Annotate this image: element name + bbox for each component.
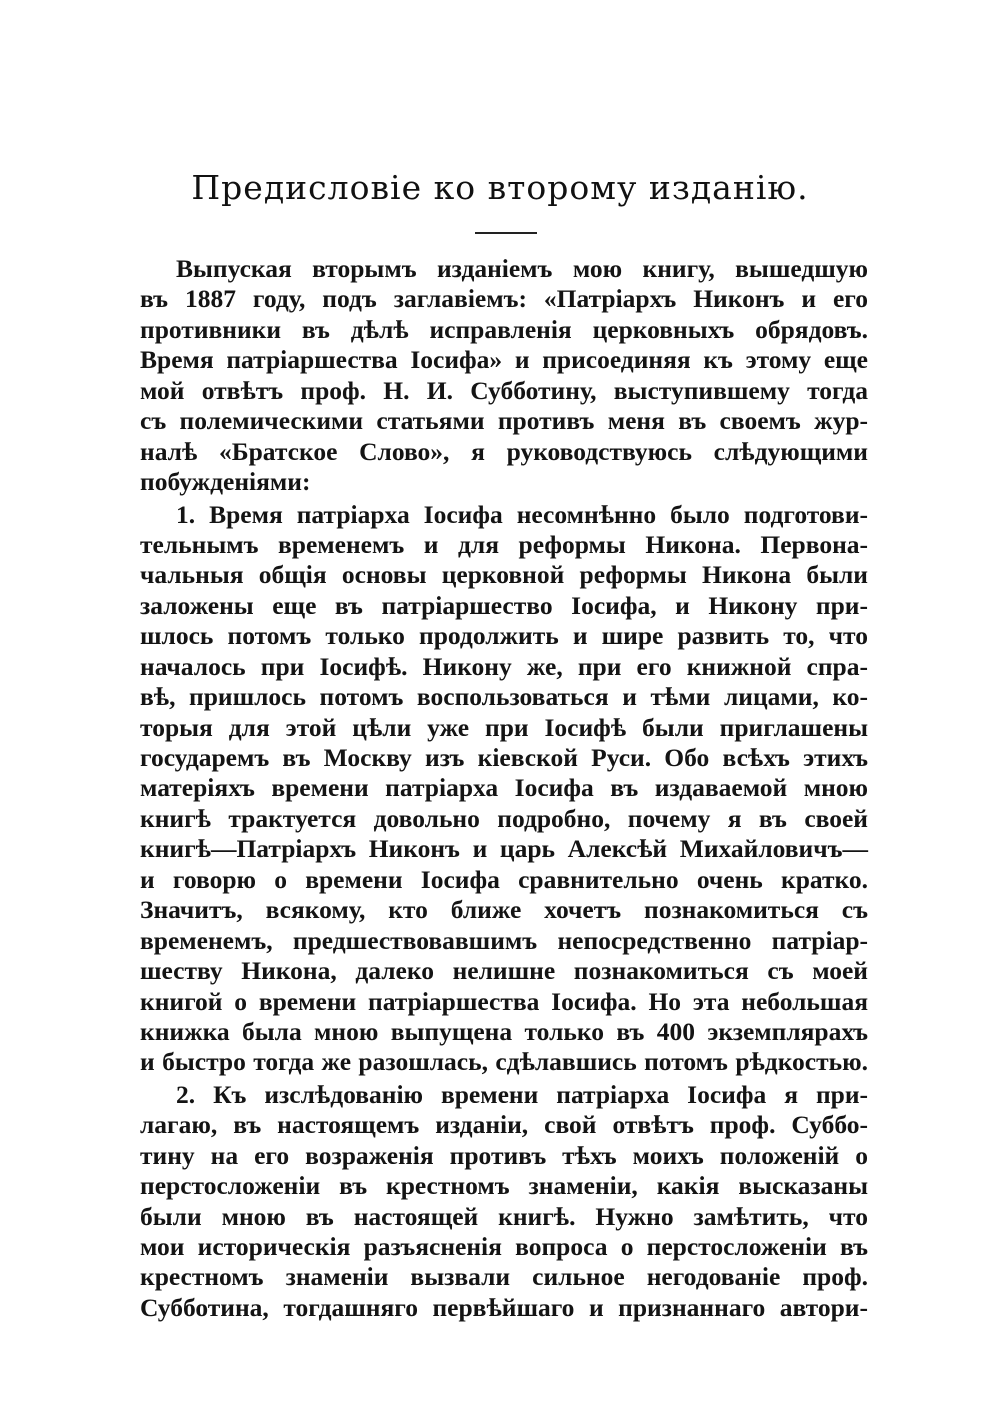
text-line: побужденіями:: [140, 467, 311, 497]
text-line: Субботина, тогдашняго первѣйшаго и признаннаго автори-: [140, 1292, 868, 1322]
text-line: 2. Къ изслѣдованію времени патріарха Іосифа я при-: [176, 1079, 868, 1109]
text-line: матеріяхъ времени патріарха Іосифа въ издаваемой мною: [140, 773, 868, 803]
title-divider: [475, 232, 537, 234]
text-line: шлось потомъ только продолжить и шире развить то, что: [140, 621, 868, 651]
text-line: торыя для этой цѣли уже при Іосифѣ были приглашены: [140, 712, 868, 742]
text-line: Время патріаршества Іосифа» и присоединяя къ этому еще: [140, 345, 868, 375]
text-line: началось при Іосифѣ. Никону же, при его книжной спра-: [140, 651, 868, 681]
text-line: книгѣ—Патріархъ Никонъ и царь Алексѣй Михайловичъ—: [140, 834, 868, 864]
text-line: шеству Никона, далеко нелишне познакомиться съ моей: [140, 956, 868, 986]
text-line: заложены еще въ патріаршество Іосифа, и Никону при-: [140, 590, 868, 620]
text-line: Выпуская вторымъ изданіемъ мою книгу, вышедшую: [176, 254, 868, 283]
paragraph-3: [140, 1080, 868, 1324]
text-line: налѣ «Братское Слово», я руководствуюсь слѣдующими: [140, 436, 868, 466]
paragraph-2: [140, 500, 868, 1078]
text-line: 1. Время патріарха Іосифа несомнѣнно было подготови-: [176, 499, 868, 529]
text-line: временемъ, предшествовавшимъ непосредственно патріар-: [140, 925, 868, 955]
text-line: и быстро тогда же разошлась, сдѣлавшись потомъ рѣдкостью.: [140, 1047, 868, 1077]
text-line: чальныя общія основы церковной реформы Никона были: [140, 560, 868, 590]
text-line: въ 1887 году, подъ заглавіемъ: «Патріархъ Никонъ и его: [140, 284, 868, 314]
text-line: съ полемическими статьями противъ меня въ своемъ жур-: [140, 406, 868, 436]
text-line: вѣ, пришлось потомъ воспользоваться и тѣми лицами, ко-: [140, 682, 868, 712]
paragraph-1: [140, 254, 868, 498]
text-line: крестномъ знаменіи вызвали сильное негодованіе проф.: [140, 1262, 868, 1292]
page-title: Предисловіе ко второму изданію.: [191, 168, 809, 207]
text-line: были мною въ настоящей книгѣ. Нужно замѣтить, что: [140, 1201, 868, 1231]
text-line: книгѣ трактуется довольно подробно, почему я въ своей: [140, 803, 868, 833]
text-line: тину на его возраженія противъ тѣхъ моихъ положеній о: [140, 1140, 868, 1170]
text-line: книгой о времени патріаршества Іосифа. Но эта небольшая: [140, 986, 868, 1016]
text-line: перстосложеніи въ крестномъ знаменіи, какія высказаны: [140, 1171, 868, 1201]
text-line: книжка была мною выпущена только въ 400 экземплярахъ: [140, 1016, 868, 1046]
text-line: государемъ въ Москву изъ кіевской Руси. Обо всѣхъ этихъ: [140, 743, 868, 772]
text-line: тельнымъ временемъ и для реформы Никона. Первона-: [140, 529, 868, 559]
body-text: [140, 254, 868, 1323]
text-line: противники въ дѣлѣ исправленія церковныхъ обрядовъ.: [140, 314, 868, 344]
text-line: лагаю, въ настоящемъ изданіи, свой отвѣтъ проф. Суббо-: [140, 1110, 868, 1140]
text-line: мой отвѣтъ проф. Н. И. Субботину, выступившему тогда: [140, 375, 868, 405]
text-line: мои историческія разъясненія вопроса о перстосложеніи въ: [140, 1232, 868, 1261]
text-line: и говорю о времени Іосифа сравнительно очень кратко.: [140, 864, 868, 894]
text-line: Значитъ, всякому, кто ближе хочетъ познакомиться съ: [140, 895, 868, 925]
